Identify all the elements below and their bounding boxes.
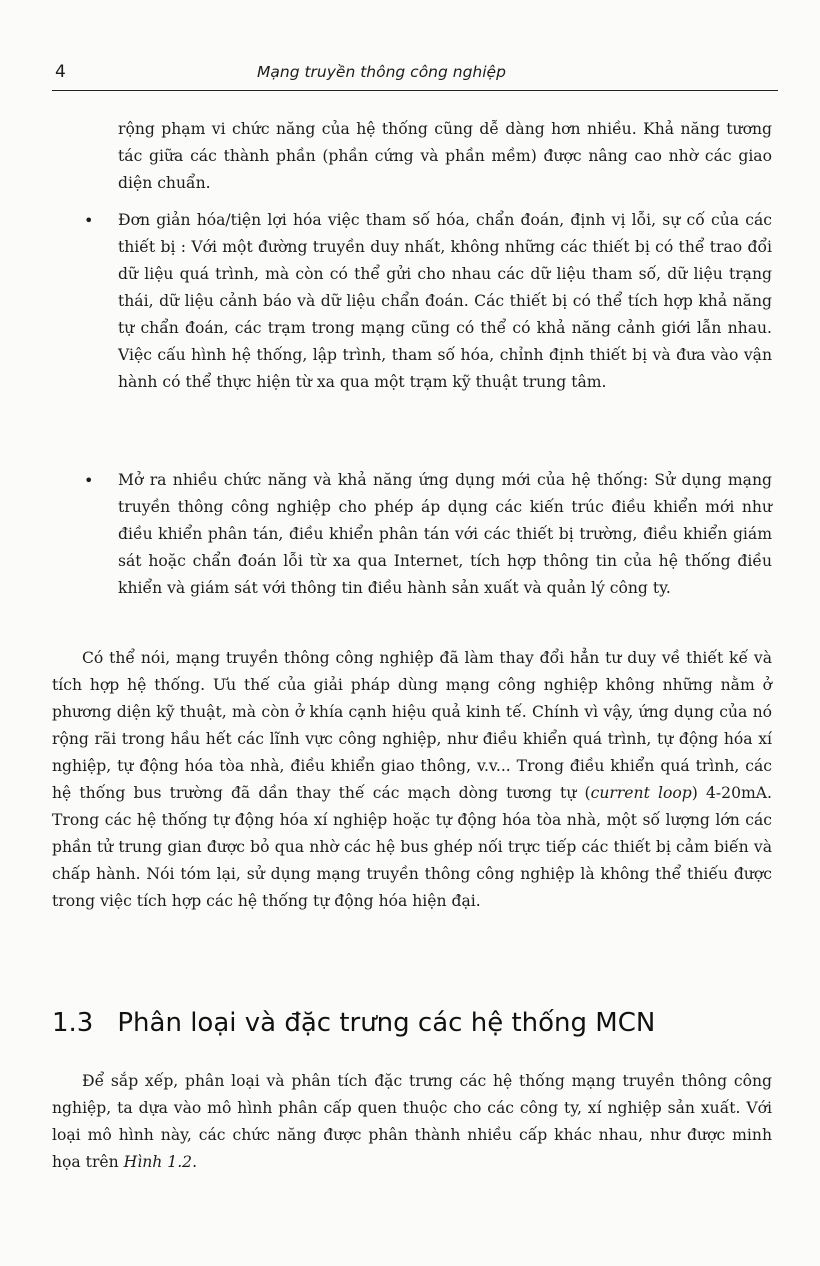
paragraph-text: ) 4-20mA. Trong các hệ thống tự động hóa xí nghiệp hoặc tự động hóa tòa nhà, một số lượng lớn các phần tử trung gian được bỏ qua nhờ các hệ bus ghép nối trực tiếp các thiết bị cảm biến và chấp hành. Nói tóm lại, sử dụng mạng truyền thông công nghiệp là không thể thiếu được trong việc tích hợp các hệ thống tự động hóa hiện đại. bbox=[52, 784, 773, 910]
bullet-text: Đơn giản hóa/tiện lợi hóa việc tham số hóa, chẩn đoán, định vị lỗi, sự cố của các thiết bị : Với một đường truyền duy nhất, không những các thiết bị có thể trao đổi dữ liệu quá trình, mà còn có thể gửi cho nhau các dữ liệu tham số, dữ liệu trạng thái, dữ liệu cảnh báo và dữ liệu chẩn đoán. Các thiết bị có thể tích hợp khả năng tự chẩn đoán, các trạm trong mạng cũng có thể có khả năng cảnh giới lẫn nhau. Việc cấu hình hệ thống, lập trình, tham số hóa, chỉnh định thiết bị và đưa vào vận hành có thể thực hiện từ xa qua một trạm kỹ thuật trung tâm. bbox=[118, 211, 772, 391]
running-title: Mạng truyền thông công nghiệp bbox=[257, 63, 506, 81]
bullet-text: Mở ra nhiều chức năng và khả năng ứng dụng mới của hệ thống: Sử dụng mạng truyền thông công nghiệp cho phép áp dụng các kiến trúc điều khiển mới như điều khiển phân tán, điều khiển phân tán với các thiết bị trường, điều khiển giám sát hoặc chẩn đoán lỗi từ xa qua Internet, tích hợp thông tin của hệ thống điều khiển và giám sát với thông tin điều hành sản xuất và quản lý công ty. bbox=[118, 471, 772, 597]
paragraph-text: Để sắp xếp, phân loại và phân tích đặc trưng các hệ thống mạng truyền thông công nghiệp, ta dựa vào mô hình phân cấp quen thuộc cho các công ty, xí nghiệp sản xuất. Với loại mô hình này, các chức năng được phân thành nhiều cấp khác nhau, như được minh họa trên bbox=[52, 1072, 772, 1171]
body-paragraph bbox=[52, 1068, 772, 1176]
section-heading bbox=[52, 1008, 655, 1038]
continued-text: rộng phạm vi chức năng của hệ thống cũng dễ dàng hơn nhiều. Khả năng tương tác giữa các thành phần (phần cứng và phần mềm) được nâng cao nhờ các giao diện chuẩn. bbox=[118, 120, 772, 192]
bullet-marker: • bbox=[84, 211, 94, 230]
page-number: 4 bbox=[55, 62, 66, 82]
figure-reference[interactable]: Hình 1.2 bbox=[123, 1153, 193, 1171]
bullet-item bbox=[84, 467, 772, 602]
section-number: 1.3 bbox=[52, 1008, 94, 1038]
paragraph-end: . bbox=[192, 1153, 198, 1171]
paragraph-text: Có thể nói, mạng truyền thông công nghiệp đã làm thay đổi hẳn tư duy về thiết kế và tích hợp hệ thống. Ưu thế của giải pháp dùng mạng công nghiệp không những nằm ở phương diện kỹ thuật, mà còn ở khía cạnh hiệu quả kinh tế. Chính vì vậy, ứng dụng của nó rộng rãi trong hầu hết các lĩnh vực công nghiệp, như điều khiển quá trình, tự động hóa xí nghiệp, tự động hóa tòa nhà, điều khiển giao thông, v.v... Trong điều khiển quá trình, các hệ thống bus trường đã dần thay thế các mạch dòng tương tự ( bbox=[52, 649, 772, 802]
body-paragraph bbox=[52, 645, 772, 915]
section-title: Phân loại và đặc trưng các hệ thống MCN bbox=[117, 1008, 656, 1038]
bullet-item bbox=[84, 207, 772, 396]
bullet-marker: • bbox=[84, 471, 94, 490]
continued-paragraph bbox=[118, 116, 772, 197]
page-header bbox=[52, 62, 778, 91]
italic-term: current loop bbox=[590, 784, 692, 802]
